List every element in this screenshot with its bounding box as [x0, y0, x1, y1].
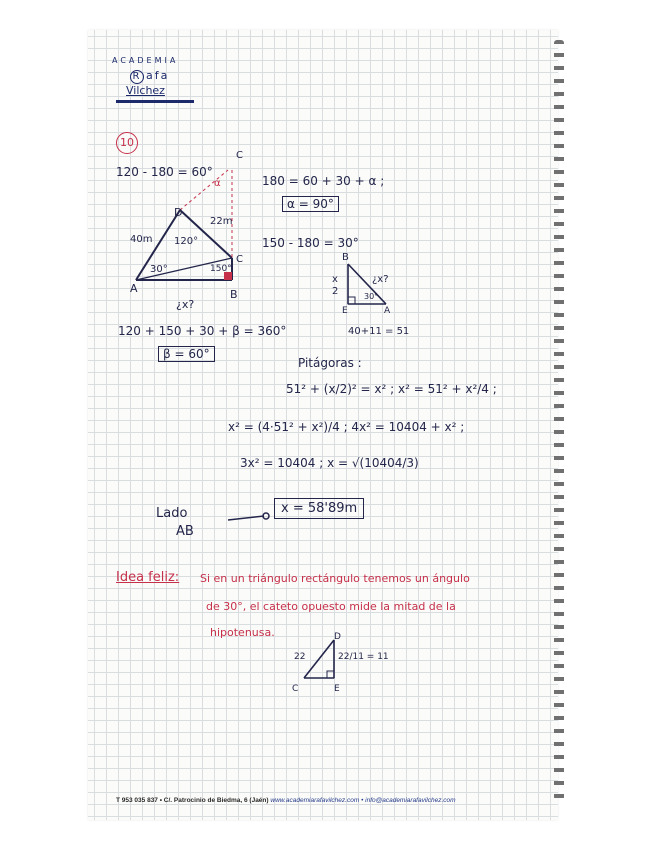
- label-D: D: [174, 206, 183, 219]
- footer: [116, 797, 456, 804]
- label-lado: Lado: [156, 506, 188, 521]
- eq-120-180: 120 - 180 = 60°: [116, 165, 213, 179]
- label-alpha: α: [214, 178, 221, 189]
- idea-label: Idea feliz:: [116, 570, 180, 585]
- eq-180-sum: 180 = 60 + 30 + α ;: [262, 174, 385, 188]
- label-22m: 22m: [210, 216, 233, 227]
- small-label-A: A: [384, 306, 391, 316]
- label-B: B: [230, 288, 238, 301]
- idea-label-D: D: [334, 632, 341, 642]
- footer-email-link[interactable]: • info@academiarafavilchez.com: [361, 797, 456, 804]
- eq-150-180: 150 - 180 = 30°: [262, 236, 359, 250]
- logo-underline: [116, 100, 194, 103]
- logo-r-circle: R: [130, 70, 144, 84]
- footer-web-link[interactable]: www.academiarafavilchez.com: [270, 797, 360, 804]
- arrow-line: [228, 516, 264, 520]
- small-label-question: ¿x?: [372, 274, 389, 285]
- academy-logo: [112, 56, 202, 108]
- logo-academia: ACADEMIA: [112, 56, 179, 65]
- label-30: 30°: [150, 264, 168, 275]
- idea-label-C: C: [292, 684, 299, 694]
- idea-line3: hipotenusa.: [210, 626, 275, 639]
- small-right-angle: [348, 297, 355, 304]
- label-A: A: [130, 282, 138, 295]
- idea-label-E: E: [334, 684, 340, 694]
- label-question: ¿x?: [176, 298, 195, 311]
- small-label-E: E: [342, 306, 348, 316]
- idea-line2: de 30°, el cateto opuesto mide la mitad de la: [206, 600, 456, 613]
- pythagoras-line1: 51² + (x/2)² = x² ; x² = 51² + x²/4 ;: [286, 382, 497, 396]
- alpha-result-box: α = 90°: [282, 196, 339, 212]
- logo-rafa: [130, 69, 169, 84]
- label-120: 120°: [174, 236, 199, 247]
- label-150: 150°: [210, 264, 232, 274]
- logo-afa: afa: [146, 69, 170, 82]
- label-C-top: C: [236, 150, 243, 161]
- pythagoras-title: Pitágoras :: [298, 356, 362, 370]
- label-ab: AB: [176, 524, 194, 539]
- small-label-30: 30°: [364, 292, 379, 301]
- pythagoras-line3: 3x² = 10404 ; x = √(10404/3): [240, 456, 419, 470]
- small-label-2: 2: [332, 286, 339, 297]
- main-figure: [120, 150, 280, 310]
- small-base-value: 40+11 = 51: [348, 326, 410, 337]
- final-result-box: x = 58'89m: [274, 498, 364, 519]
- footer-address: T 953 035 837 • C/. Patrocinio de Biedma, 6 (Jaén): [116, 797, 269, 804]
- dashed-extension-up: [180, 170, 228, 210]
- beta-result-box: β = 60°: [158, 346, 215, 362]
- label-C: C: [236, 254, 243, 265]
- spiral-binding: [554, 40, 564, 800]
- small-label-B: B: [342, 252, 349, 263]
- idea-right-angle: [327, 671, 334, 678]
- idea-hypotenuse: [304, 640, 334, 678]
- problem-number: 10: [116, 132, 138, 154]
- eq-angle-sum: 120 + 150 + 30 + β = 360°: [118, 324, 287, 338]
- pythagoras-line2: x² = (4·51² + x²)/4 ; 4x² = 10404 + x² ;: [228, 420, 465, 434]
- arrow-to-result: [226, 508, 276, 528]
- idea-line1: Si en un triángulo rectángulo tenemos un ángulo: [200, 572, 470, 585]
- label-40m: 40m: [130, 234, 153, 245]
- logo-vilchez: Vilchez: [126, 84, 165, 97]
- idea-calc: 22/11 = 11: [338, 652, 389, 662]
- idea-label-22: 22: [294, 652, 306, 662]
- small-label-x: x: [332, 274, 338, 285]
